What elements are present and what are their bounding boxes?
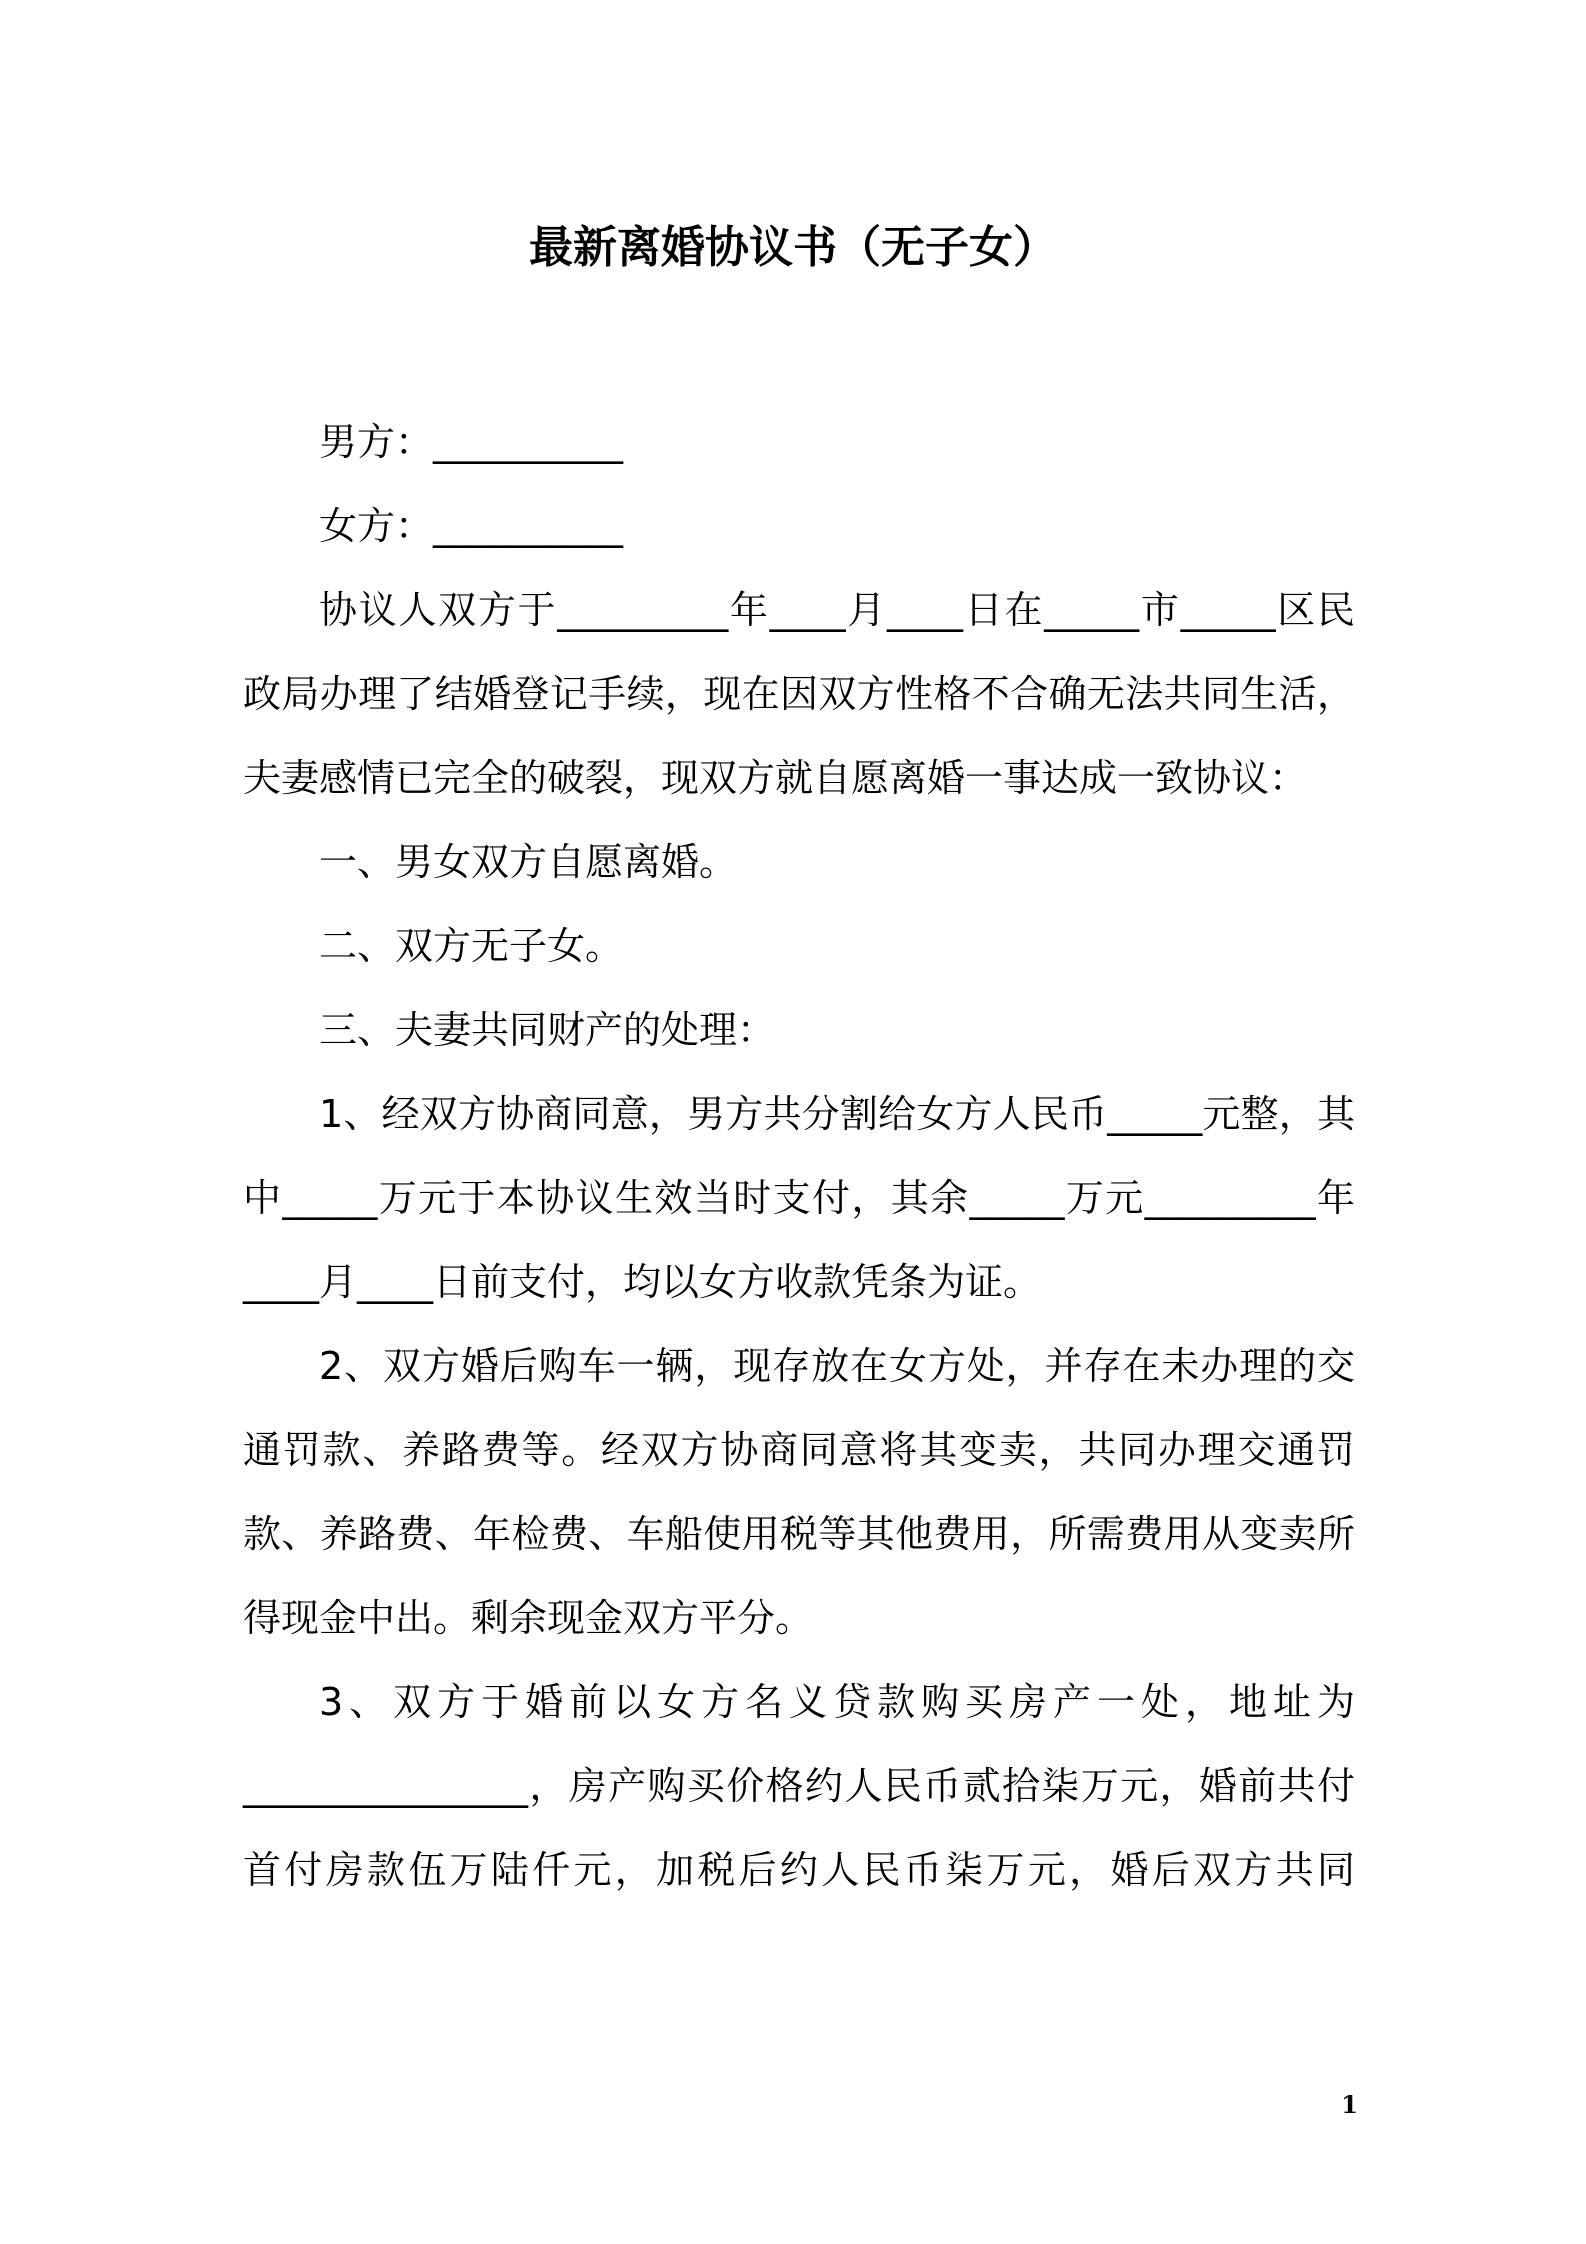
- paragraph-clause-3: 三、夫妻共同财产的处理：: [319, 1008, 776, 1052]
- page-number: 1: [1341, 2090, 1358, 2119]
- paragraph-property-item-1: 1、经双方协商同意，男方共分割给女方人民币_____元整，其中_____万元于本协议生效当时支付，其余_____万元_________年____月____日前支付，均以女方收款凭条为证。: [243, 1092, 1355, 1304]
- document-body: [243, 400, 1355, 1912]
- paragraph-agreement-intro: 协议人双方于_________年____月____日在_____市_____区民政局办理了结婚登记手续，现在因双方性格不合确无法共同生活，夫妻感情已完全的破裂，现双方就自愿离婚一事达成一致协议：: [243, 588, 1355, 800]
- paragraph-clause-1: 一、男女双方自愿离婚。: [319, 840, 738, 884]
- paragraph-property-item-2: 2、双方婚后购车一辆，现存放在女方处，并存在未办理的交通罚款、养路费等。经双方协商同意将其变卖，共同办理交通罚款、养路费、年检费、车船使用税等其他费用，所需费用从变卖所得现金中出。剩余现金双方平分。: [243, 1344, 1355, 1640]
- paragraph-property-item-3: 3、双方于婚前以女方名义贷款购买房产一处，地址为_______________，房产购买价格约人民币贰拾柒万元，婚前共付首付房款伍万陆仟元，加税后约人民币柒万元，婚后双方共同: [243, 1680, 1355, 1892]
- paragraph-clause-2: 二、双方无子女。: [319, 924, 624, 968]
- paragraph-male-party: 男方：__________: [319, 420, 624, 464]
- paragraph-female-party: 女方：__________: [319, 504, 624, 548]
- document-title: 最新离婚协议书（无子女）: [529, 222, 1057, 273]
